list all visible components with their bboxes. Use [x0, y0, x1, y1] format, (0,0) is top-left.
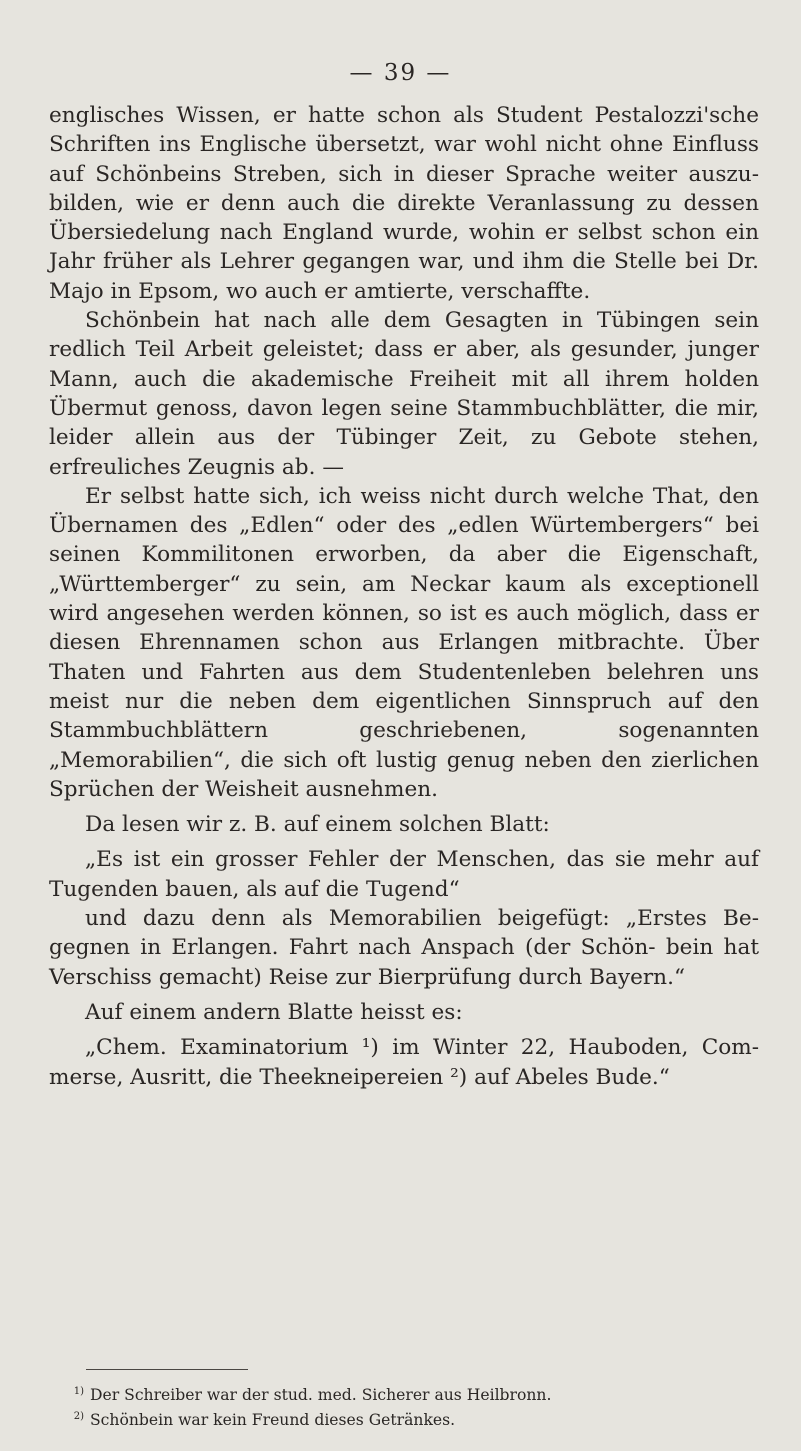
- footnote-divider: [86, 1369, 248, 1370]
- footnote-text: Der Schreiber war der stud. med. Sicherer aus Heilbronn.: [90, 1386, 552, 1404]
- body-text: [49, 101, 759, 1092]
- paragraph-5: und dazu denn als Memorabilien beigefügt: „Erstes Be- gegnen in Erlangen. Fahrt nach Anspach (der Schön- bein hat Verschiss gemacht) Reise zur Bierprüfung durch Bayern.“: [49, 906, 759, 990]
- footnote-mark: 1): [73, 1386, 84, 1397]
- footnote-1: [70, 1381, 760, 1406]
- quote-2: „Chem. Examinatorium ¹) im Winter 22, Hauboden, Com- merse, Ausritt, die Theekneipereien ²) auf Abeles Bude.“: [49, 1035, 759, 1090]
- footnote-2: [70, 1406, 760, 1431]
- quote-1: „Es ist ein grosser Fehler der Menschen, das sie mehr auf Tugenden bauen, als auf die Tugend“: [49, 847, 759, 902]
- paragraph-3: Er selbst hatte sich, ich weiss nicht durch welche That, den Übernamen des „Edlen“ oder des „edlen Würtembergers“ bei seinen Kommilitonen erworben, da aber die Eigenschaft, „Württemberger“ zu sein, am Neckar kaum als exceptionell wird angesehen werden können, so ist es auch möglich, dass er diesen Ehrennamen schon aus Erlangen mitbrachte. Über Thaten und Fahrten aus dem Studentenleben belehren uns meist nur die neben dem eigentlichen Sinnspruch auf den Stammbuchblättern geschriebenen, sogenannten „Memorabilien“, die sich oft lustig genug neben den zierlichen Sprüchen der Weisheit ausnehmen.: [49, 483, 759, 802]
- paragraph-1: englisches Wissen, er hatte schon als Student Pestalozzi'sche Schriften ins Englische übersetzt, war wohl nicht ohne Einfluss auf Schönbeins Streben, sich in dieser Sprache weiter auszu- bilden, wie er denn auch die direkte Veranlassung zu dessen Übersiedelung nach England wurde, wohin er selbst schon ein Jahr früher als Lehrer gegangen war, und ihm die Stelle bei Dr. Majo in Epsom, wo auch er amtierte, verschaffte.: [49, 103, 759, 304]
- paragraph-4: Da lesen wir z. B. auf einem solchen Blatt:: [85, 812, 550, 838]
- paragraph-6: Auf einem andern Blatte heisst es:: [85, 999, 463, 1025]
- footnote-mark: 2): [73, 1411, 84, 1422]
- footnote-text: Schönbein war kein Freund dieses Getränkes.: [90, 1411, 456, 1429]
- paragraph-2: Schönbein hat nach alle dem Gesagten in Tübingen sein redlich Teil Arbeit geleistet; dass er aber, als gesunder, junger Mann, auch die akademische Freiheit mit all ihrem holden Übermut genoss, davon legen seine Stammbuchblätter, die mir, leider allein aus der Tübinger Zeit, zu Gebote stehen, erfreuliches Zeugnis ab. —: [49, 308, 759, 480]
- footnotes: [70, 1381, 760, 1431]
- page-number: — 39 —: [349, 60, 452, 86]
